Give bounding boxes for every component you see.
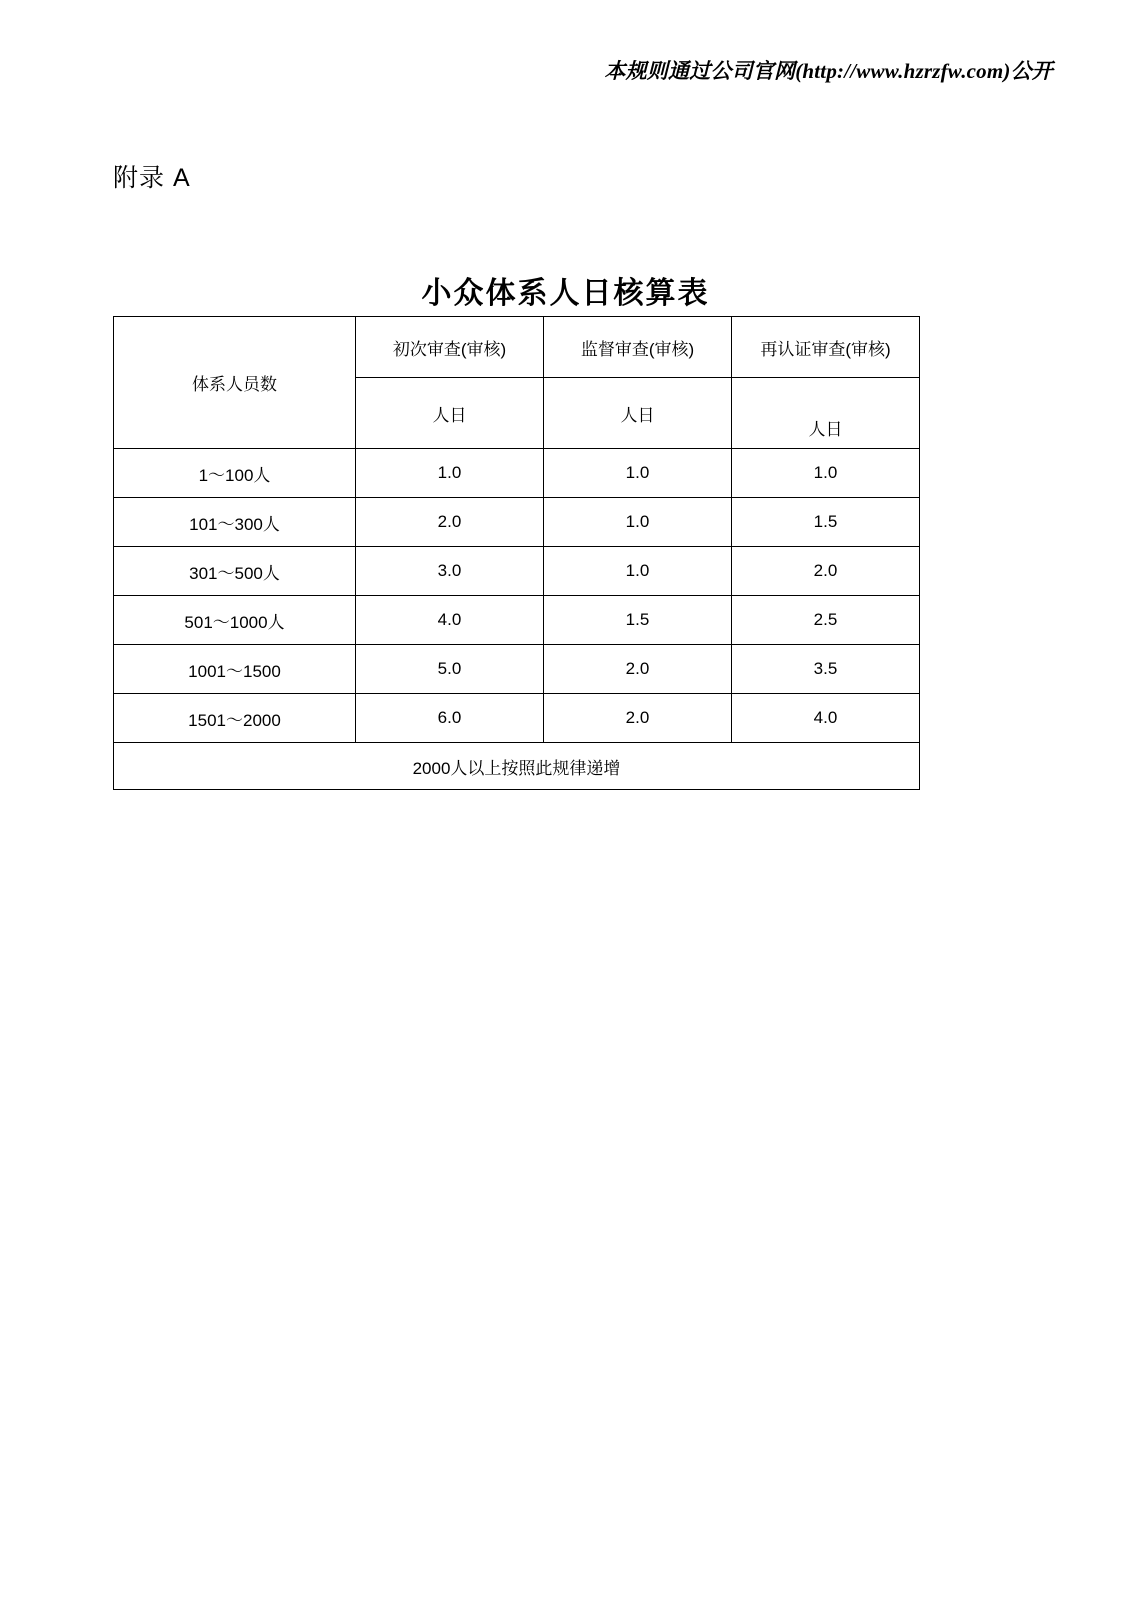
cell-value: 3.5 — [732, 645, 920, 694]
table-header-row-groups — [114, 317, 920, 378]
day-calculation-table — [113, 316, 920, 790]
cell-value: 1.0 — [732, 449, 920, 498]
cell-value: 5.0 — [356, 645, 544, 694]
table-row — [114, 694, 920, 743]
cell-value: 6.0 — [356, 694, 544, 743]
cell-value: 2.0 — [356, 498, 544, 547]
cell-value: 2.5 — [732, 596, 920, 645]
row-label: 101～300人 — [114, 498, 356, 547]
cell-value: 2.0 — [544, 645, 732, 694]
row-label: 501～1000人 — [114, 596, 356, 645]
cell-value: 2.0 — [732, 547, 920, 596]
table-row — [114, 547, 920, 596]
row-label: 1501～2000 — [114, 694, 356, 743]
cell-value: 3.0 — [356, 547, 544, 596]
table-footnote-row — [114, 743, 920, 790]
table-footnote: 2000人以上按照此规律递增 — [114, 743, 920, 790]
cell-value: 1.0 — [544, 547, 732, 596]
header-cell-unit-0: 人日 — [356, 378, 544, 449]
cell-value: 1.0 — [544, 449, 732, 498]
day-calculation-table-wrapper — [113, 316, 919, 790]
row-label: 1～100人 — [114, 449, 356, 498]
table-row — [114, 449, 920, 498]
cell-value: 1.0 — [544, 498, 732, 547]
cell-value: 1.0 — [356, 449, 544, 498]
cell-value: 2.0 — [544, 694, 732, 743]
row-label: 1001～1500 — [114, 645, 356, 694]
page-header-note: 本规则通过公司官网(http://www.hzrzfw.com)公开 — [604, 59, 1053, 83]
table-row — [114, 498, 920, 547]
appendix-label: 附录 A — [113, 164, 191, 192]
header-cell-unit-1: 人日 — [544, 378, 732, 449]
header-cell-unit-2: 人日 — [732, 378, 920, 449]
table-row — [114, 645, 920, 694]
header-cell-group-1: 监督审查(审核) — [544, 317, 732, 378]
header-cell-row-label: 体系人员数 — [114, 317, 356, 449]
cell-value: 4.0 — [356, 596, 544, 645]
table-row — [114, 596, 920, 645]
row-label: 301～500人 — [114, 547, 356, 596]
cell-value: 1.5 — [732, 498, 920, 547]
cell-value: 1.5 — [544, 596, 732, 645]
page-title: 小众体系人日核算表 — [421, 277, 710, 310]
header-cell-group-0: 初次审查(审核) — [356, 317, 544, 378]
header-cell-group-2: 再认证审查(审核) — [732, 317, 920, 378]
cell-value: 4.0 — [732, 694, 920, 743]
